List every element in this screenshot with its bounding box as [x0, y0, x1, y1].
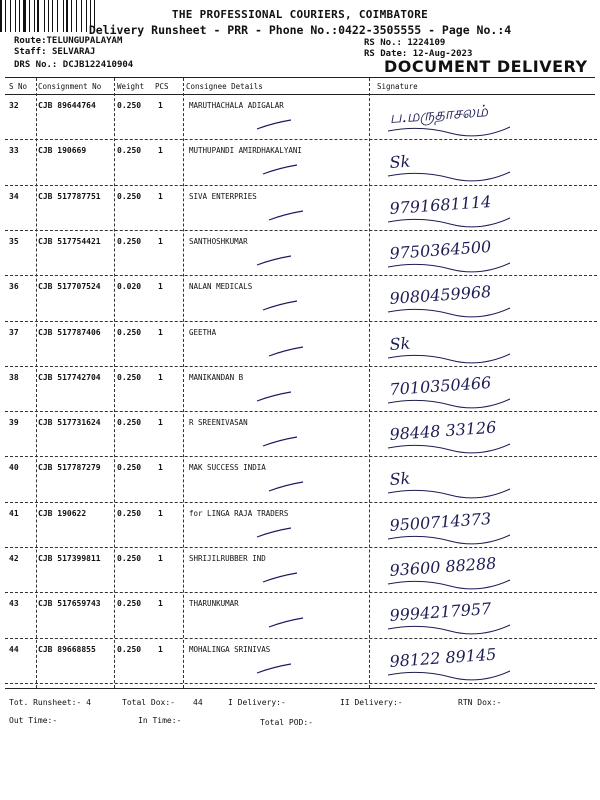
- col-divider: [114, 78, 115, 688]
- rs-date-value: 12-Aug-2023: [412, 49, 473, 59]
- signature-text: 9994217957: [388, 599, 492, 626]
- row-consignee: SANTHOSHKUMAR: [189, 236, 248, 246]
- signature-text: Sk: [388, 468, 411, 490]
- company-title: THE PROFESSIONAL COURIERS, COIMBATORE: [171, 8, 429, 21]
- pen-tick-mark: [255, 389, 295, 405]
- route-label: Route:: [14, 36, 47, 46]
- row-consignee: SIVA ENTERPRIES: [189, 191, 257, 201]
- row-separator: [5, 230, 597, 231]
- signature-text: Sk: [388, 151, 411, 173]
- signature-stroke: [388, 489, 510, 498]
- row-weight: 0.250: [117, 599, 142, 609]
- staff-line: [14, 47, 95, 57]
- signature-text: 93600 88288: [388, 553, 497, 580]
- row-separator: [5, 502, 597, 503]
- row-separator: [5, 366, 597, 367]
- row-consignee: for LINGA RAJA TRADERS: [189, 508, 289, 518]
- rs-no-label: RS No.:: [364, 38, 402, 48]
- row-sno: 38: [9, 372, 19, 382]
- header-bottom-border: [5, 94, 595, 95]
- row-consignment-no: CJB 517399811: [38, 554, 101, 563]
- row-consignment-no: CJB 190669: [38, 146, 87, 156]
- row-pcs: 1: [158, 644, 163, 654]
- drs-value: DCJB122410904: [62, 60, 134, 70]
- total-dox-value: 44: [193, 698, 203, 707]
- row-weight: 0.250: [117, 236, 142, 246]
- rs-no-line: [364, 38, 445, 48]
- signature-text: ப.மருதாசலம்: [388, 101, 489, 127]
- pen-tick-mark: [261, 434, 301, 450]
- signature-text: 7010350466: [388, 372, 492, 399]
- row-pcs: 1: [158, 327, 163, 337]
- row-pcs: 1: [158, 372, 163, 382]
- signature: [380, 278, 590, 322]
- signature: [380, 505, 590, 549]
- col-header-consignee: Consignee Details: [186, 82, 263, 91]
- pen-tick-mark: [267, 615, 307, 631]
- table-top-border: [5, 77, 595, 78]
- row-separator: [5, 683, 597, 684]
- row-consignment-no: CJB 89668855: [38, 644, 96, 654]
- row-weight: 0.250: [117, 146, 142, 156]
- row-consignment-no: CJB 517742704: [38, 372, 101, 382]
- col-header-signature: Signature: [377, 82, 418, 91]
- row-weight: 0.250: [117, 508, 142, 518]
- col-divider: [369, 78, 370, 688]
- signature: [380, 188, 590, 232]
- staff-value: SELVARAJ: [51, 47, 96, 57]
- row-consignment-no: CJB 190622: [38, 508, 87, 518]
- row-consignee: R SREENIVASAN: [189, 418, 248, 428]
- pen-tick-mark: [267, 208, 307, 224]
- pen-tick-mark: [255, 661, 295, 677]
- signature-stroke: [388, 172, 510, 181]
- pen-tick-mark: [255, 117, 295, 133]
- signature: [380, 324, 590, 368]
- signature-text: 9500714373: [388, 508, 492, 535]
- row-weight: 0.250: [117, 372, 142, 382]
- row-sno: 42: [9, 554, 19, 563]
- row-consignment-no: CJB 89644764: [38, 101, 96, 110]
- col-header-pcs: PCS: [155, 82, 169, 91]
- signature-stroke: [388, 218, 510, 227]
- signature: [380, 233, 590, 277]
- signature-text: 9791681114: [388, 191, 492, 218]
- signature: [380, 459, 590, 503]
- row-sno: 37: [9, 327, 19, 337]
- signature-stroke: [388, 308, 510, 317]
- row-pcs: 1: [158, 599, 163, 609]
- row-consignment-no: CJB 517707524: [38, 282, 101, 292]
- row-sno: 39: [9, 418, 19, 428]
- row-sno: 34: [9, 191, 19, 201]
- drs-line: [14, 60, 133, 70]
- signature-stroke: [388, 444, 510, 453]
- ii-delivery-label: II Delivery:-: [340, 698, 403, 707]
- row-consignment-no: CJB 517731624: [38, 418, 101, 428]
- row-consignee: THARUNKUMAR: [189, 599, 239, 609]
- runsheet-title: Delivery Runsheet - PRR - Phone No.:0422-3505555 - Page No.:4: [88, 23, 512, 37]
- pen-tick-mark: [255, 525, 295, 541]
- signature-stroke: [388, 580, 510, 589]
- row-consignee: GEETHA: [189, 327, 217, 337]
- row-sno: 36: [9, 282, 19, 292]
- pen-tick-mark: [261, 298, 301, 314]
- signature: [380, 369, 590, 413]
- row-weight: 0.250: [117, 101, 142, 110]
- signature: [380, 550, 590, 594]
- signature-text: Sk: [388, 333, 411, 354]
- signature-stroke: [388, 535, 510, 544]
- row-consignment-no: CJB 517787751: [38, 191, 101, 201]
- signature-stroke: [388, 625, 510, 634]
- row-separator: [5, 139, 597, 140]
- out-time-label: Out Time:-: [9, 716, 58, 725]
- signature: [380, 641, 590, 685]
- total-dox-label: Total Dox:-: [122, 698, 175, 707]
- delivery-type: DOCUMENT DELIVERY: [384, 57, 588, 76]
- row-consignee: MANIKANDAN B: [189, 372, 244, 382]
- col-header-consignment: Consignment No: [38, 82, 102, 91]
- signature: [380, 595, 590, 639]
- row-consignment-no: CJB 517659743: [38, 599, 101, 609]
- rs-date-label: RS Date:: [364, 49, 408, 59]
- row-consignee: MUTHUPANDI AMIRDHAKALYANI: [189, 146, 302, 156]
- col-divider: [183, 78, 184, 688]
- row-consignee: NALAN MEDICALS: [189, 282, 253, 292]
- row-consignment-no: CJB 517787279: [38, 463, 101, 473]
- tot-runsheet: Tot. Runsheet:- 4: [9, 698, 91, 707]
- row-weight: 0.250: [117, 191, 142, 201]
- row-consignee: MAK SUCCESS INDIA: [189, 463, 266, 473]
- row-pcs: 1: [158, 508, 163, 518]
- row-sno: 40: [9, 463, 19, 473]
- staff-label: Staff:: [14, 47, 47, 57]
- col-divider: [36, 78, 37, 688]
- signature-text: 98122 89145: [388, 644, 497, 671]
- row-sno: 41: [9, 508, 19, 518]
- col-header-weight: Weight: [117, 82, 145, 91]
- rtn-dox-label: RTN Dox:-: [458, 698, 502, 707]
- pen-tick-mark: [267, 344, 307, 360]
- pen-tick-mark: [261, 162, 301, 178]
- pen-tick-mark: [255, 253, 295, 269]
- row-separator: [5, 456, 597, 457]
- row-pcs: 1: [158, 101, 163, 110]
- pen-tick-mark: [261, 570, 301, 586]
- signature-stroke: [388, 263, 510, 272]
- row-weight: 0.250: [117, 644, 142, 654]
- signature: [380, 142, 590, 186]
- row-consignee: MARUTHACHALA ADIGALAR: [189, 101, 284, 110]
- row-pcs: 1: [158, 418, 163, 428]
- row-separator: [5, 185, 597, 186]
- signature-stroke: [388, 399, 510, 408]
- total-pod-label: Total POD:-: [260, 718, 313, 727]
- in-time-label: In Time:-: [138, 716, 182, 725]
- row-consignee: MOHALINGA SRINIVAS: [189, 644, 271, 654]
- row-sno: 43: [9, 599, 19, 609]
- signature-text: 9750364500: [388, 236, 492, 263]
- col-header-sno: S No: [9, 82, 28, 91]
- row-separator: [5, 411, 597, 412]
- row-pcs: 1: [158, 463, 163, 473]
- row-sno: 33: [9, 146, 19, 156]
- row-separator: [5, 321, 597, 322]
- row-separator: [5, 547, 597, 548]
- row-pcs: 1: [158, 554, 163, 563]
- row-pcs: 1: [158, 146, 163, 156]
- signature-text: 9080459968: [388, 282, 492, 309]
- row-sno: 44: [9, 644, 19, 654]
- signature: [380, 97, 590, 141]
- row-weight: 0.250: [117, 327, 142, 337]
- row-consignee: SHRIJILRUBBER IND: [189, 554, 266, 563]
- row-weight: 0.250: [117, 554, 142, 563]
- signature-text: 98448 33126: [388, 417, 497, 445]
- rs-no-value: 1224109: [407, 38, 446, 48]
- route-line: [14, 36, 122, 46]
- row-weight: 0.250: [117, 418, 142, 428]
- drs-label: DRS No.:: [14, 60, 58, 70]
- row-consignment-no: CJB 517787406: [38, 327, 101, 337]
- route-value: TELUNGUPALAYAM: [46, 36, 123, 46]
- row-weight: 0.020: [117, 282, 142, 292]
- row-pcs: 1: [158, 191, 163, 201]
- row-separator: [5, 275, 597, 276]
- row-separator: [5, 592, 597, 593]
- row-pcs: 1: [158, 282, 163, 292]
- row-consignment-no: CJB 517754421: [38, 236, 101, 246]
- signature-stroke: [388, 671, 510, 680]
- signature: [380, 414, 590, 458]
- row-sno: 35: [9, 236, 19, 246]
- row-weight: 0.250: [117, 463, 142, 473]
- footer-top-border: [5, 688, 595, 689]
- row-sno: 32: [9, 101, 19, 110]
- signature-stroke: [388, 354, 510, 363]
- pen-tick-mark: [267, 479, 307, 495]
- signature-stroke: [388, 127, 510, 136]
- i-delivery-label: I Delivery:-: [228, 698, 286, 707]
- row-pcs: 1: [158, 236, 163, 246]
- row-separator: [5, 638, 597, 639]
